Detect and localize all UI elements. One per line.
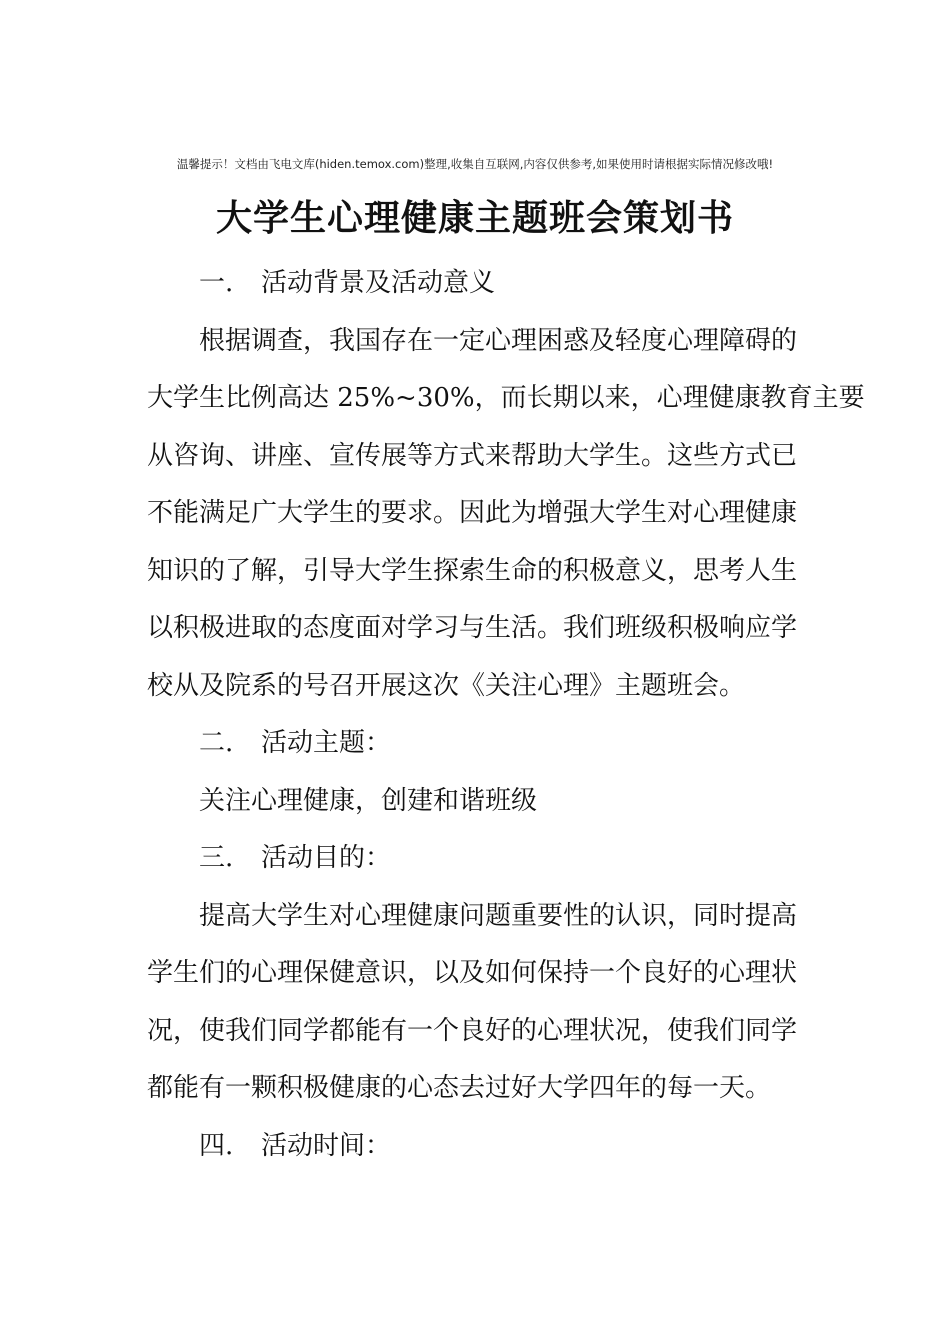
document-body [147, 255, 865, 1175]
section-number: 一. [199, 268, 234, 298]
section-label: 活动背景及活动意义 [261, 268, 496, 298]
section-label: 活动目的： [261, 843, 392, 873]
paragraph-line: 学生们的心理保健意识，以及如何保持一个良好的心理状 [147, 958, 798, 988]
paragraph-line: 以积极进取的态度面对学习与生活。我们班级积极响应学 [147, 613, 798, 643]
paragraph-line: 况，使我们同学都能有一个良好的心理状况，使我们同学 [147, 1015, 798, 1046]
section-heading-1 [147, 255, 807, 313]
document-title: 大学生心理健康主题班会策划书 [215, 197, 734, 239]
paragraph-line: 都能有一颗积极健康的心态去过好大学四年的每一天。 [147, 1073, 772, 1103]
paragraph-line: 提高大学生对心理健康问题重要性的认识，同时提高 [199, 900, 798, 931]
section-number: 四. [199, 1130, 234, 1161]
paragraph-line: 大学生比例高达 25%~30%，而长期以来，心理健康教育主要 [147, 383, 865, 413]
paragraph-line: 知识的了解，引导大学生探索生命的积极意义，思考人生 [147, 555, 798, 586]
section-heading-2 [147, 715, 807, 773]
paragraph-line: 从咨询、讲座、宣传展等方式来帮助大学生。这些方式已 [147, 440, 798, 471]
section-label: 活动主题： [261, 728, 392, 758]
header-notice: 温馨提示！文档由飞电文库(hiden.temox.com)整理,收集自互联网,内容仅供参考,如果使用时请根据实际情况修改哦! [176, 157, 774, 171]
section-heading-3 [147, 830, 807, 888]
theme-text: 关注心理健康，创建和谐班级 [199, 785, 538, 816]
paragraph-line: 校从及院系的号召开展这次《关注心理》主题班会。 [147, 670, 746, 701]
section-number: 三. [199, 843, 234, 873]
paragraph-line: 不能满足广大学生的要求。因此为增强大学生对心理健康 [147, 498, 798, 528]
paragraph-line: 根据调查，我国存在一定心理困惑及轻度心理障碍的 [199, 325, 798, 356]
section-heading-4 [147, 1118, 807, 1176]
section-number: 二. [199, 728, 234, 758]
section-label: 活动时间： [261, 1130, 392, 1161]
